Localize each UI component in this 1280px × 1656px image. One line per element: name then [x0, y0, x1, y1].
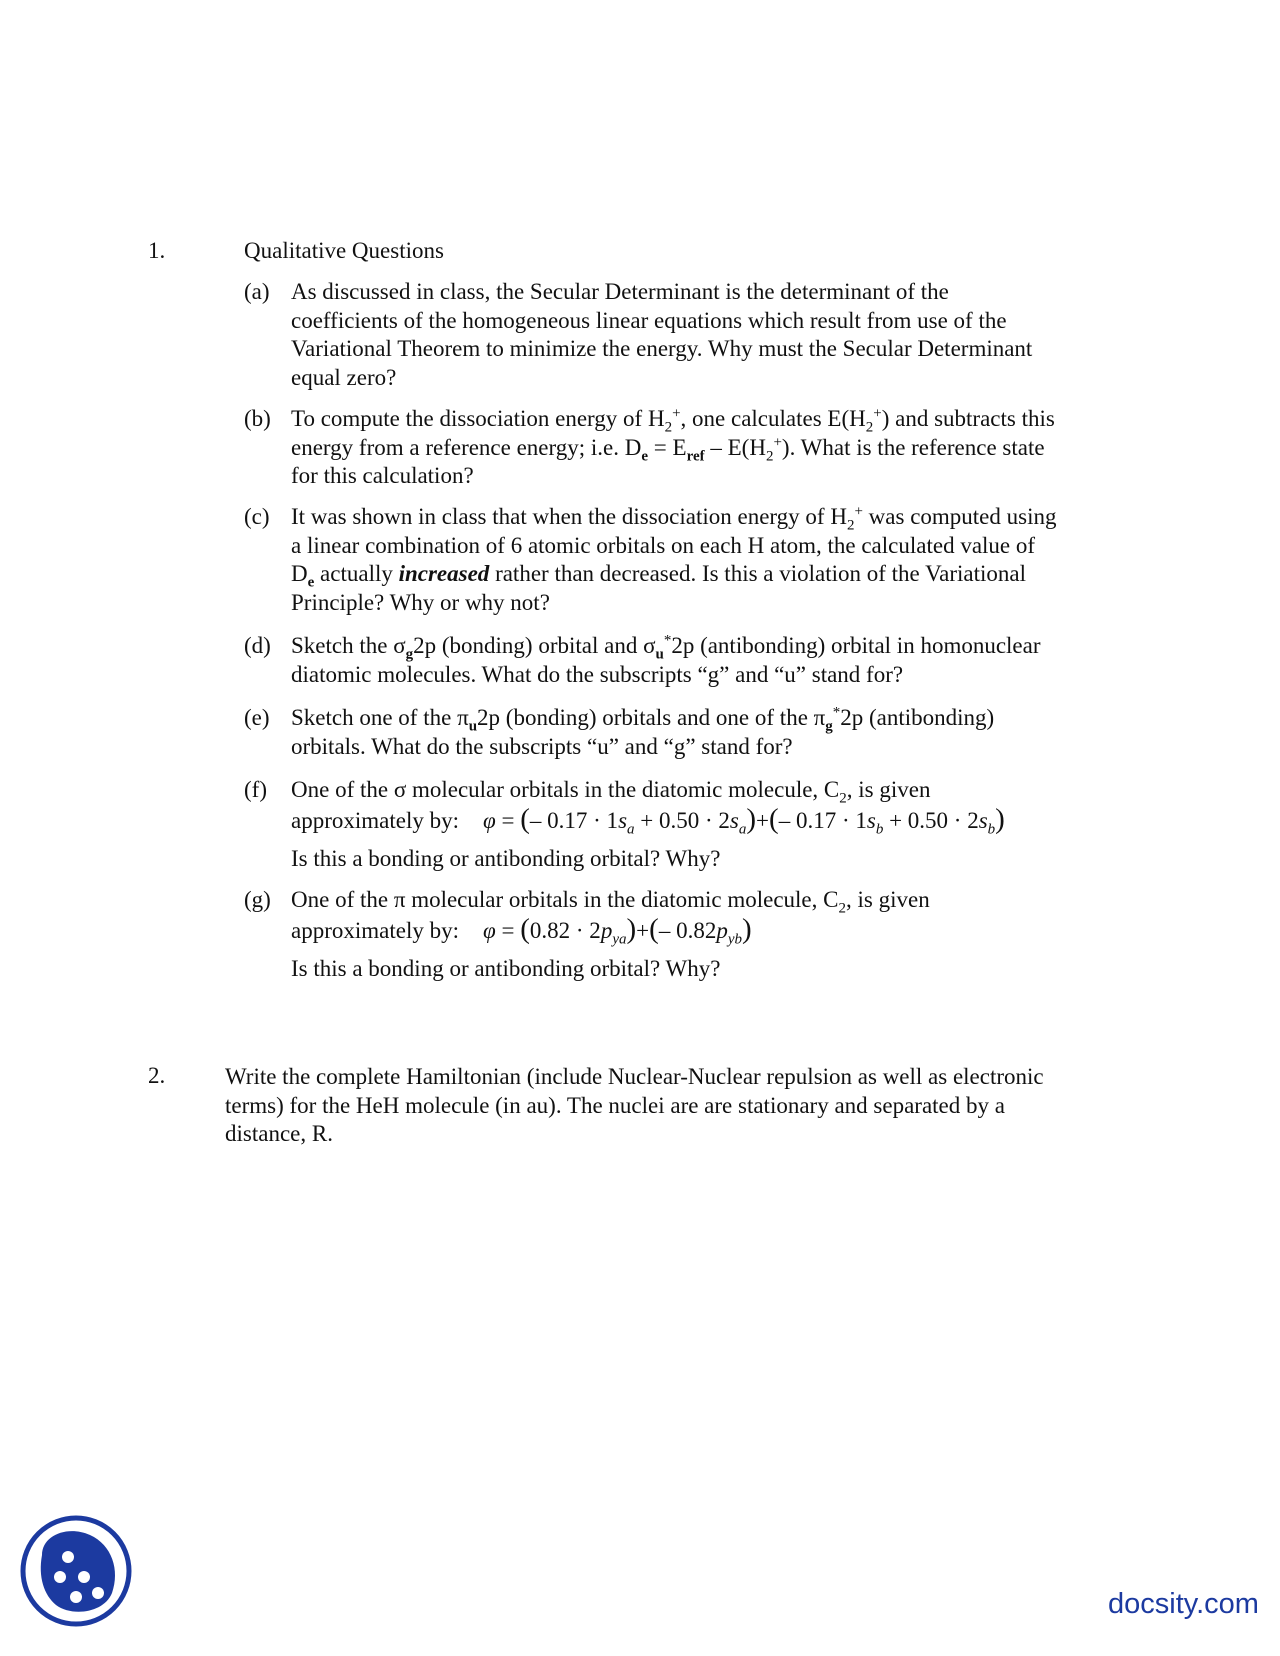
emphasis-increased: increased — [398, 561, 490, 586]
part-label: (b) — [244, 406, 271, 431]
part-text — [291, 405, 1280, 491]
text-line: equal zero? — [291, 364, 397, 390]
docsity-logo-icon — [20, 1515, 132, 1627]
part-text — [291, 704, 1280, 761]
text-line: a linear combination of 6 atomic orbitals on each H atom, the calculated value of — [291, 532, 1036, 558]
text-line: terms) for the HeH molecule (in au). The nuclei are are stationary and separated by a — [225, 1092, 1005, 1118]
text-line: One of the σ molecular orbitals in the diatomic molecule, $C_2$, is given — [291, 777, 931, 807]
equation-pi-orbital: $\varphi = (0.82 \cdot 2p_{ya})+(-$ $0.82p_{yb}$) — [483, 912, 752, 948]
text-line: It was shown in class that when the dissociation energy of $H_2^+$ was computed using — [291, 503, 1057, 534]
text-line: diatomic molecules. What do the subscripts “g” and “u” stand for? — [291, 661, 904, 687]
text-line: To compute the dissociation energy of $H_2^+$, one calculates $E(H_2^+)$ and subtracts this — [291, 405, 1055, 436]
text-line: coefficients of the homogeneous linear equations which result from use of the — [291, 307, 1007, 333]
part-text — [291, 278, 1280, 392]
text-line: approximately by: φ = (– $0.17 \cdot 1s_a + 0.50 \cdot 2s_a)+(-$ $0.17 \cdot 1s_b + 0.50 \cdot 2s_b$) — [291, 802, 1005, 838]
text-line: approximately by: $\varphi = (0.82 \cdot 2p_{ya})+(-$ $0.82p_{yb}$) — [291, 912, 752, 948]
text-line: One of the π molecular orbitals in the diatomic molecule, $C_2$, is given — [291, 887, 930, 917]
part-text — [291, 776, 1280, 874]
text-line: for this calculation? — [291, 463, 474, 488]
part-text — [291, 503, 1280, 617]
part-label: (c) — [244, 504, 270, 529]
part-label: (d) — [244, 633, 271, 658]
text-line: Is this a bonding or antibonding orbital? Why? — [291, 846, 721, 871]
text-line: Variational Theorem to minimize the energy. Why must the Secular Determinant — [291, 336, 1033, 361]
text-line: Principle? Why or why not? — [291, 589, 550, 615]
question-2-number: 2. — [148, 1063, 166, 1088]
text-line: Sketch one of the $\pi_u2p$ (bonding) orbitals and one of the $\pi_g^*2p$ (antibonding) — [291, 704, 995, 735]
part-text — [291, 632, 1280, 689]
part-label: (a) — [244, 279, 270, 304]
text-line: As discussed in class, the Secular Determinant is the determinant of the — [291, 279, 949, 304]
text-line: Write the complete Hamiltonian (include Nuclear-Nuclear repulsion as well as electronic — [225, 1064, 1044, 1089]
text-line: orbitals. What do the subscripts “u” and “g” stand for? — [291, 733, 793, 759]
text-line: Is this a bonding or antibonding orbital? Why? — [291, 956, 721, 981]
text-line: $D_e$ actually increased rather than decreased. Is this a violation of the Variational — [291, 561, 1027, 591]
part-label: (f) — [244, 777, 267, 802]
part-label: (e) — [244, 705, 270, 730]
text-line: Sketch the $\sigma_g2p$ (bonding) orbital and $\sigma_u^*2p$ (antibonding) orbital in homonuclear — [291, 632, 1041, 663]
question-2-text — [225, 1063, 1155, 1149]
question-1-number: 1. — [148, 238, 166, 263]
text-line: distance, R. — [225, 1121, 333, 1146]
part-text — [291, 886, 1280, 984]
question-1-heading: Qualitative Questions — [244, 238, 444, 263]
docsity-brand-link[interactable]: docsity.com — [1108, 1588, 1259, 1620]
text-line: energy from a reference energy; i.e. $D_e = E_{ref} - E(H_2^+)$. What is the reference state — [291, 433, 1045, 465]
equation-sigma-orbital: φ = (– $0.17 \cdot 1s_a + 0.50 \cdot 2s_a)+(-$ $0.17 \cdot 1s_b + 0.50 \cdot 2s_b$) — [483, 802, 1005, 838]
part-label: (g) — [244, 887, 271, 912]
